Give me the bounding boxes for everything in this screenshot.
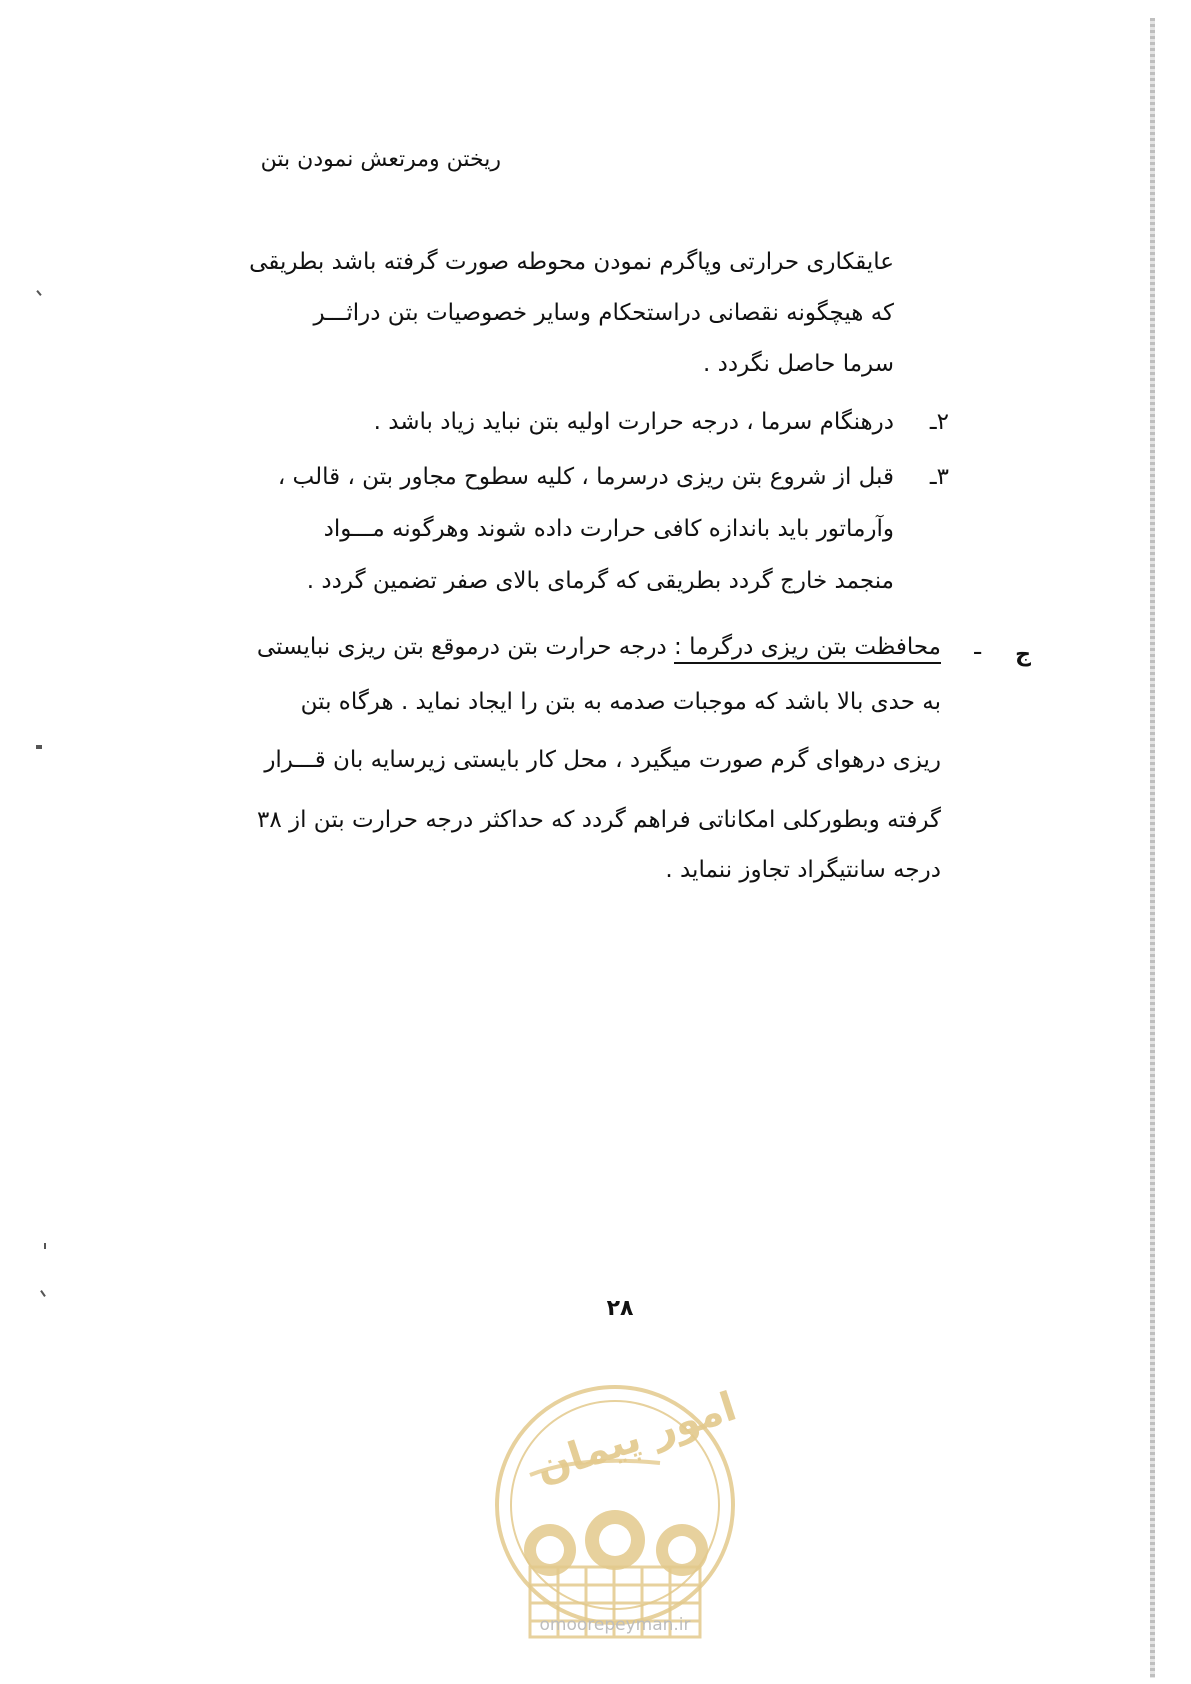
margin-speck: [44, 1243, 46, 1249]
margin-speck: [36, 745, 42, 749]
section-heading: محافظت بتن ریزی درگرما :: [674, 634, 941, 664]
section-text-line: درجه حرارت بتن درموقع بتن ریزی نبایستی: [256, 634, 667, 660]
section-dash: ـ: [974, 634, 981, 660]
intro-paragraph-line: که هیچگونه نقصانی دراستحکام وسایر خصوصیات بتن دراثـــر: [313, 300, 894, 326]
intro-paragraph-line: عایقکاری حرارتی وپاگرم نمودن محوطه صورت گرفته باشد بطریقی: [249, 249, 894, 275]
section-letter: ج: [1015, 642, 1031, 667]
watermark-seal: [490, 1355, 740, 1655]
item-number: ۲ـ: [929, 409, 949, 435]
section-text-line: گرفته وبطورکلی امکاناتی فراهم گردد که حداکثر درجه حرارت بتن از ۳۸: [256, 807, 941, 833]
section-text-line: به حدی بالا باشد که موجبات صدمه به بتن را ایجاد نماید . هرگاه بتن: [300, 689, 941, 715]
seal-graphic: [490, 1355, 740, 1655]
item-text-line: منجمد خارج گردد بطریقی که گرمای بالای صفر تضمین گردد .: [306, 568, 894, 594]
item-text-line: وآرماتور باید باندازه کافی حرارت داده شوند وهرگونه مـــواد: [323, 516, 894, 542]
item-number: ۳ـ: [929, 464, 949, 490]
item-text-line: درهنگام سرما ، درجه حرارت اولیه بتن نباید زیاد باشد .: [373, 409, 894, 435]
page-header-title: ریختن ومرتعش نمودن بتن: [260, 147, 501, 172]
intro-paragraph-line: سرما حاصل نگردد .: [703, 351, 894, 377]
section-text-line: ریزی درهوای گرم صورت میگیرد ، محل کار بایستی زیرسایه بان قـــرار: [264, 747, 941, 773]
margin-speck: [40, 1290, 46, 1297]
item-text-line: قبل از شروع بتن ریزی درسرما ، کلیه سطوح مجاور بتن ، قالب ،: [277, 464, 894, 490]
section-first-line: [257, 632, 941, 662]
page-number: ۲۸: [606, 1296, 634, 1321]
margin-speck: [36, 290, 41, 296]
section-text-line: درجه سانتیگراد تجاوز ننماید .: [665, 857, 941, 883]
scanned-page-edge: [1150, 18, 1155, 1678]
watermark-url: omoorepeyman.ir: [539, 1615, 691, 1635]
seal-logo-text: امور پیمان: [530, 1383, 740, 1492]
